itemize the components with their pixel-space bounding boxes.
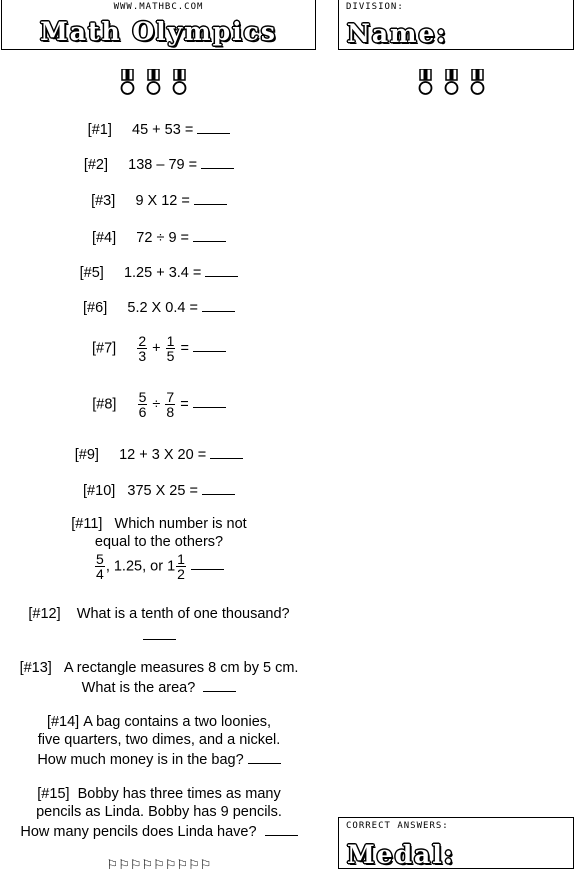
problem-9 <box>0 444 318 464</box>
equals-sign: = <box>180 396 189 413</box>
medal-icon <box>120 69 135 96</box>
problem-number: [#11] <box>71 516 103 532</box>
fraction: $\frac{5}{6}$ <box>138 389 147 420</box>
problem-5 <box>0 262 318 282</box>
answer-blank[interactable] <box>143 625 176 640</box>
problem-number: [#5] <box>79 265 104 281</box>
answer-blank[interactable] <box>202 297 235 312</box>
medal-icon <box>172 69 187 96</box>
medal-row <box>418 69 485 96</box>
fraction: $\frac{5}{4}$ <box>96 551 104 582</box>
answer-blank[interactable] <box>193 227 226 242</box>
answer-blank[interactable] <box>265 821 298 836</box>
problem-expression: 9 X 12 = <box>135 193 190 209</box>
problem-13: [#13] A rectangle measures 8 cm by 5 cm. What is the area? <box>19 660 299 696</box>
operator: + <box>152 340 161 357</box>
problem-number: [#12] <box>28 606 61 622</box>
fraction: $\frac{1}{2}$ <box>177 551 185 582</box>
problem-expression: 5.2 X 0.4 = <box>127 300 198 316</box>
problem-11-line-3: $\frac{5}{4}$ , 1.25, or 1 $\frac{1}{2}$ <box>0 552 318 581</box>
answer-blank[interactable] <box>248 749 281 764</box>
problem-4 <box>0 227 318 247</box>
problem-number: [#8] <box>92 396 117 413</box>
problem-14: [#14] A bag contains a two loonies, five quarters, two dimes, and a nickel. How much money is in the bag? <box>37 714 281 768</box>
problem-expression: 1.25 + 3.4 = <box>123 265 202 281</box>
fraction: $\frac{7}{8}$ <box>166 389 175 420</box>
name-label: Name: <box>347 19 448 48</box>
problem-expression: 45 + 53 = <box>132 122 194 138</box>
problem-11-line-2: equal to the others? <box>94 534 224 550</box>
problem-2 <box>0 154 318 174</box>
problem-number: [#2] <box>83 157 109 173</box>
title-header <box>1 0 316 50</box>
problem-number: [#9] <box>74 447 99 463</box>
answer-blank[interactable] <box>197 119 230 134</box>
answer-blank[interactable] <box>193 393 226 408</box>
medal-icon <box>146 69 161 96</box>
answer-blank[interactable] <box>202 480 235 495</box>
problem-number: [#10] <box>83 483 116 499</box>
problem-number: [#1] <box>87 122 112 138</box>
problem-10 <box>0 480 318 500</box>
answer-blank[interactable] <box>205 262 238 277</box>
problem-7 <box>0 334 318 363</box>
answer-blank[interactable] <box>201 154 234 169</box>
problem-12: [#12] What is a tenth of one thousand? <box>0 605 318 645</box>
problem-number: [#14] <box>46 714 80 730</box>
fraction: $\frac{1}{5}$ <box>166 333 175 364</box>
problem-11-line-1: [#11] Which number is not <box>71 516 247 532</box>
equals-sign: = <box>180 340 189 357</box>
problem-number: [#13] <box>19 660 52 676</box>
answer-blank[interactable] <box>193 337 226 352</box>
problem-number: [#7] <box>92 340 117 357</box>
medal-label: Medal: <box>347 840 455 869</box>
answer-blank[interactable] <box>210 444 243 459</box>
page-title: Math Olympics <box>40 17 277 46</box>
answer-blank[interactable] <box>203 677 236 692</box>
problem-6 <box>0 297 318 317</box>
site-url: WWW.MATHBC.COM <box>113 2 204 12</box>
fraction: $\frac{2}{3}$ <box>138 333 147 364</box>
footer-ornament: ⚐⚐⚐⚐⚐⚐⚐⚐⚐ <box>106 858 212 873</box>
medal-icon <box>444 69 459 96</box>
medal-icon <box>470 69 485 96</box>
medal-icon <box>418 69 433 96</box>
name-header <box>338 0 574 50</box>
answer-column <box>338 0 576 875</box>
answer-blank[interactable] <box>191 555 224 570</box>
problem-11 <box>0 515 318 581</box>
problem-1 <box>0 119 318 139</box>
answer-blank[interactable] <box>194 190 227 205</box>
correct-answers-box <box>338 817 574 869</box>
division-label: DIVISION: <box>346 2 404 12</box>
problem-8 <box>0 390 318 419</box>
operator: ÷ <box>152 396 161 413</box>
problem-number: [#3] <box>91 193 116 209</box>
problem-expression: 138 – 79 = <box>128 157 198 173</box>
problem-expression: 375 X 25 = <box>127 483 198 499</box>
problem-3 <box>0 190 318 210</box>
problem-expression: 12 + 3 X 20 = <box>119 447 207 463</box>
problem-number: [#15] <box>37 786 70 802</box>
problem-15: [#15] Bobby has three times as many pencils as Linda. Bobby has 9 pencils. How many pencils does Linda have? <box>0 785 318 841</box>
correct-answers-label: CORRECT ANSWERS: <box>346 821 449 831</box>
problem-number: [#6] <box>83 300 108 316</box>
problem-number: [#4] <box>91 230 117 246</box>
medal-row <box>120 69 187 96</box>
problem-expression: 72 ÷ 9 = <box>136 230 190 246</box>
